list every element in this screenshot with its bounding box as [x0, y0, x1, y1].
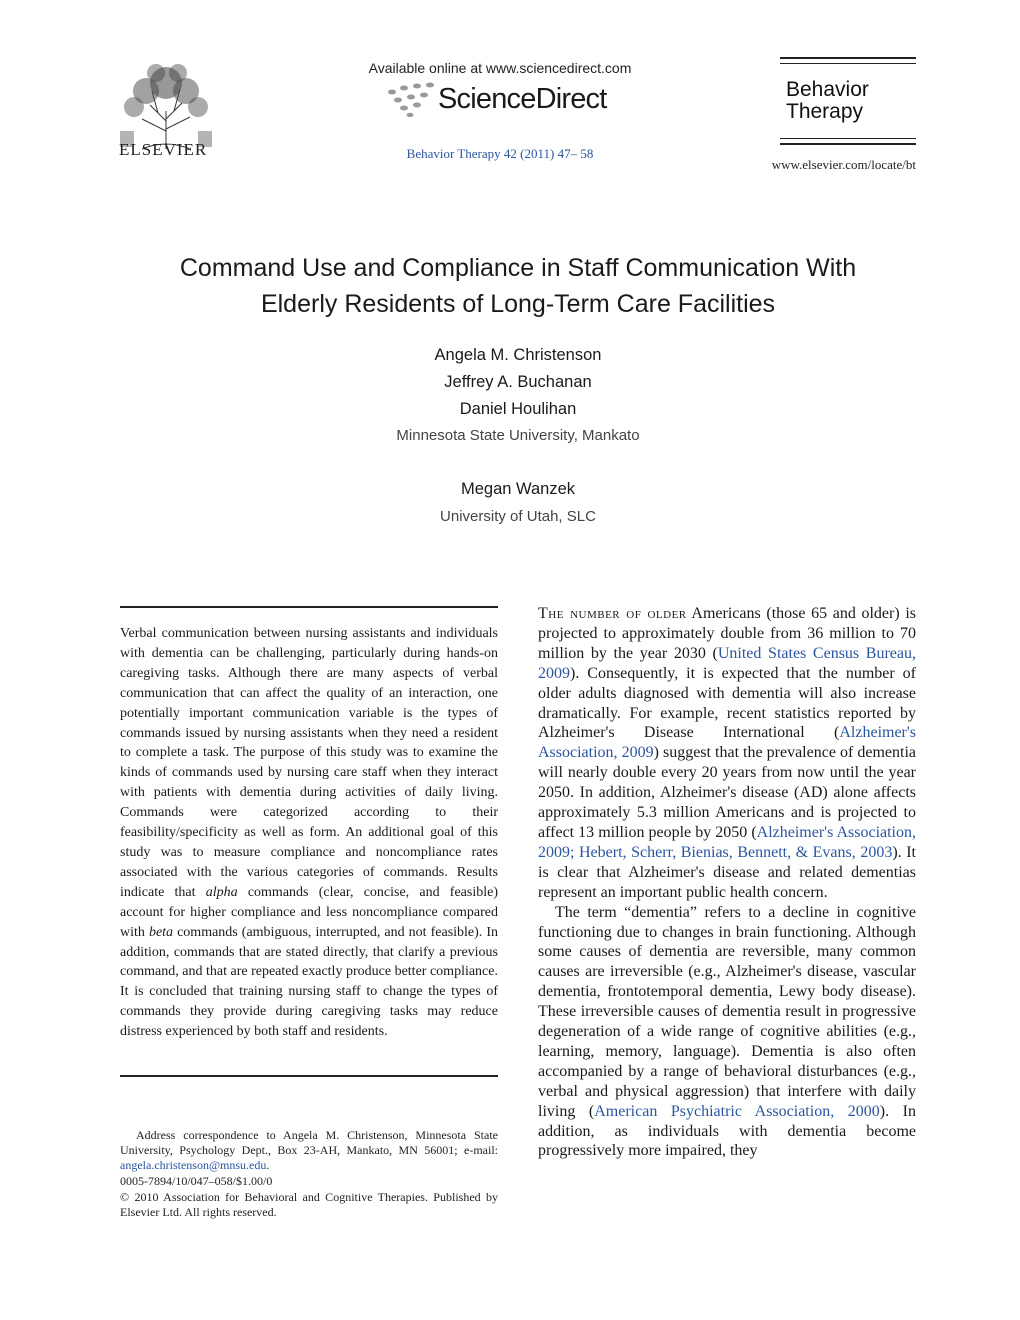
author-4: Megan Wanzek [460, 480, 576, 498]
available-online-text: Available online at www.sciencedirect.com [368, 60, 632, 76]
reference-link[interactable]: Alzheimer's Association, 2009 [538, 724, 916, 762]
title-line-1: Command Use and Compliance in Staff Communication With [179, 254, 857, 282]
author-1: Angela M. Christenson [434, 346, 602, 364]
abstract-part-3: commands (ambiguous, interrupted, and not feasible). In addition, commands that are stated directly, that clarify a previous command, and that are repeated exactly produce better compliance. It is concluded that training nursing staff to change the types of commands they provide during caregiving tasks may reduce distress experienced by both staff and residents. [120, 924, 498, 1040]
body-text [538, 604, 916, 1161]
publisher-name: ELSEVIER [119, 140, 208, 159]
abstract-part-1: Verbal communication between nursing assistants and individuals with dementia can be challenging, particularly during hands-on caregiving tasks. Although there are many aspects of verbal communication that can affect the quality of an interaction, one potentially important communication variable is the types of commands issued by nursing assistants when they need a resident to complete a task. The purpose of this study was to examine the kinds of commands used by nursing care staff when they interact with patients with dementia during activities of daily living. Commands were categorized according to their feasibility/specificity as well as form. An additional goal of this study was to measure compliance and noncompliance rates associated with the various categories of commands. Results indicate that [120, 626, 498, 900]
article-title [110, 250, 926, 322]
title-line-2: Elderly Residents of Long-Term Care Facilities [260, 290, 776, 318]
correspondence-address [120, 1128, 498, 1173]
p1-text-2: ). Consequently, it is expected that the number of older adults diagnosed with dementia will also increase dramatically. For example, recent statistics reported by Alzheimer's Disease International ( [538, 664, 916, 742]
abstract-bottom-rule [120, 1075, 498, 1077]
abstract-alpha: alpha [205, 884, 238, 900]
p2-text-1: The term “dementia” refers to a decline in cognitive functioning due to changes in brain functioning. Although some causes of dementia are reversible, many common causes are irreversible (e.g., Alzheimer's disease, vascular dementia, frontotemporal dementia, Lewy body disease). These irreversible causes of dementia result in progressive degeneration of a wide range of cognitive abilities (e.g., learning, memory, language). Dementia is also often accompanied by a range of behavioral disturbances (e.g., verbal and physical aggression) that interfere with daily living ( [538, 903, 916, 1120]
issn-code: 0005-7894/10/047–058/$1.00/0 [120, 1174, 273, 1188]
body-paragraph-1 [538, 604, 916, 903]
p1-text-1: Americans (those 65 and older) is projected to approximately double from 36 million to 70 million by the year 2030 ( [538, 605, 916, 662]
abstract [120, 624, 498, 1042]
journal-url[interactable]: www.elsevier.com/locate/bt [771, 157, 916, 172]
affiliation-1: Minnesota State University, Mankato [396, 427, 640, 444]
copyright-notice: © 2010 Association for Behavioral and Cognitive Therapies. Published by Elsevier Ltd. All rights reserved. [120, 1190, 498, 1219]
sciencedirect-wordmark: ScienceDirect [438, 83, 607, 115]
address-end: . [266, 1158, 270, 1172]
reference-link[interactable]: United States Census Bureau, 2009 [538, 644, 916, 682]
journal-logo-box [780, 57, 916, 145]
address-text: Address correspondence to Angela M. Christenson, Minnesota State University, Psychology Dept., Box 23-AH, Mankato, MN 56001; e-mail: [120, 1128, 498, 1157]
reference-link[interactable]: American Psychiatric Association, 2000 [594, 1102, 880, 1120]
journal-citation[interactable]: Behavior Therapy 42 (2011) 47– 58 [406, 146, 594, 161]
lead-in: The number of older [538, 605, 687, 622]
email-link[interactable]: angela.christenson@mnsu.edu [120, 1158, 267, 1172]
body-paragraph-2 [538, 903, 916, 1162]
p1-text-4: ). It is clear that Alzheimer's disease and related dementias represent an important public health concern. [538, 843, 916, 901]
abstract-beta: beta [148, 924, 174, 940]
author-2: Jeffrey A. Buchanan [444, 373, 592, 391]
p2-text-2: ). In addition, as individuals with dementia become progressively more impaired, they [538, 1102, 917, 1160]
p1-text-3: ) suggest that the prevalence of dementia will nearly double every 20 years from now until the year 2050. In addition, Alzheimer's disease (AD) alone affects approximately 5.3 million Americans and is projected to affect 13 million people by 2050 ( [538, 744, 916, 841]
affiliation-2: University of Utah, SLC [440, 508, 596, 525]
abstract-part-2: commands (clear, concise, and feasible) account for higher compliance and less noncompliance compared with [120, 884, 498, 940]
author-3: Daniel Houlihan [459, 400, 577, 418]
journal-name-line1: Behavior [786, 78, 869, 101]
reference-link[interactable]: Alzheimer's Association, 2009; Hebert, Scherr, Bienias, Bennett, & Evans, 2003 [538, 823, 917, 861]
abstract-top-rule [120, 606, 498, 608]
journal-name-line2: Therapy [786, 100, 864, 123]
journal-name [786, 79, 869, 123]
